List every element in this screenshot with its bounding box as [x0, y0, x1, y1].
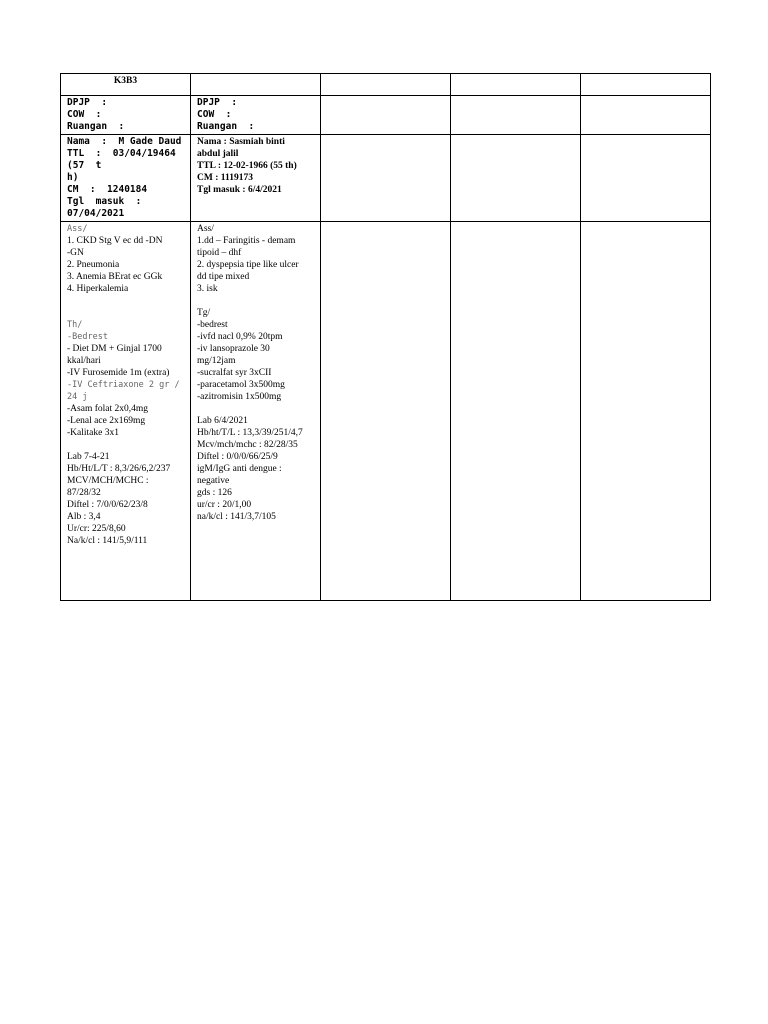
dpjp-row: [61, 96, 711, 135]
assessment-item: 2. dyspepsia tipe like ulcer: [197, 260, 299, 270]
lab-item: gds : 126: [197, 488, 232, 498]
therapy-item: - Diet DM + Ginjal 1700: [67, 344, 162, 354]
patient-cm: CM : 1119173: [197, 173, 253, 183]
spacer: [197, 295, 314, 307]
empty-cell: [451, 96, 581, 135]
empty-cell: [321, 96, 451, 135]
assessment-item: tipoid – dhf: [197, 248, 242, 258]
lab-item: Diftel : 0/0/0/66/25/9: [197, 452, 278, 462]
empty-cell: [321, 74, 451, 96]
assessment-item: 2. Pneumonia: [67, 260, 120, 270]
empty-cell: [581, 74, 711, 96]
assessment-item: -GN: [67, 248, 84, 258]
lab-item: Hb/Ht/L/T : 8,3/26/6,2/237: [67, 464, 171, 474]
patient-admit-date: Tgl masuk : 6/4/2021: [197, 185, 282, 195]
assessment-item: 3. isk: [197, 284, 218, 294]
therapy-item: 24 j: [67, 392, 88, 402]
patient-ttl: TTL : 03/04/19464 (57 t: [67, 148, 188, 171]
lab-item: na/k/cl : 141/3,7/105: [197, 512, 276, 522]
assessment-item: 3. Anemia BErat ec GGk: [67, 272, 163, 282]
empty-cell: [581, 135, 711, 222]
therapy-item: -bedrest: [197, 320, 228, 330]
patient-admit-date: Tgl masuk : 07/04/2021: [67, 196, 153, 219]
therapy-item: -iv lansoprazole 30: [197, 344, 270, 354]
assessment-item: dd tipe mixed: [197, 272, 250, 282]
therapy-item: -ivfd nacl 0,9% 20tpm: [197, 332, 283, 342]
assessment-label: Ass/: [197, 224, 214, 234]
assessment-item: 4. Hiperkalemia: [67, 284, 129, 294]
therapy-item: -Kalitake 3x1: [67, 428, 119, 438]
spacer: [197, 403, 314, 415]
lab-item: Lab 6/4/2021: [197, 416, 248, 426]
notes-row: [61, 222, 711, 601]
notes-cell-1: [61, 222, 191, 601]
assessment-label: Ass/: [67, 224, 88, 234]
empty-cell: [451, 135, 581, 222]
therapy-item: -Bedrest: [67, 332, 108, 342]
patient-name: Nama : M Gade Daud: [67, 136, 182, 147]
patient-cell-2: [191, 135, 321, 222]
therapy-item: kkal/hari: [67, 356, 101, 366]
patient-name: Nama : Sasmiah binti: [197, 137, 285, 147]
lab-item: Lab 7-4-21: [67, 452, 110, 462]
therapy-label: Th/: [67, 320, 83, 330]
patient-cell-1: [61, 135, 191, 222]
empty-cell: [451, 222, 581, 601]
patient-cm: CM : 1240184: [67, 184, 148, 195]
spacer: [67, 295, 184, 319]
patient-ttl-cont: h): [67, 172, 79, 183]
therapy-item: -sucralfat syr 3xCII: [197, 368, 272, 378]
therapy-item: -paracetamol 3x500mg: [197, 380, 285, 390]
lab-item: Na/k/cl : 141/5,9/111: [67, 536, 148, 546]
empty-cell: [321, 222, 451, 601]
title-cell: [61, 74, 191, 96]
lab-item: negative: [197, 476, 230, 486]
empty-cell: [451, 74, 581, 96]
therapy-item: -azitromisin 1x500mg: [197, 392, 282, 402]
therapy-label: Tg/: [197, 308, 211, 318]
title-row: [61, 74, 711, 96]
lab-item: igM/IgG anti dengue :: [197, 464, 282, 474]
dpjp-label: DPJP :: [197, 97, 238, 108]
table-title: K3B3: [113, 76, 138, 86]
patient-ttl: TTL : 12-02-1966 (55 th): [197, 161, 297, 171]
therapy-item: -Lenal ace 2x169mg: [67, 416, 146, 426]
cow-label: COW :: [67, 109, 102, 120]
lab-item: Mcv/mch/mchc : 82/28/35: [197, 440, 298, 450]
patient-name-cont: abdul jalil: [197, 149, 239, 159]
notes-cell-2: [191, 222, 321, 601]
assessment-item: 1. CKD Stg V ec dd -DN: [67, 236, 163, 246]
therapy-item: -IV Furosemide 1m (extra): [67, 368, 170, 378]
therapy-item: -IV Ceftriaxone 2 gr /: [67, 380, 180, 390]
dpjp-cell-1: [61, 96, 191, 135]
empty-cell: [321, 135, 451, 222]
patient-row: [61, 135, 711, 222]
ruangan-label: Ruangan :: [67, 121, 125, 132]
empty-cell: [581, 96, 711, 135]
empty-cell: [191, 74, 321, 96]
therapy-item: -Asam folat 2x0,4mg: [67, 404, 149, 414]
lab-item: Hb/ht/T/L : 13,3/39/251/4,7: [197, 428, 303, 438]
spacer: [67, 439, 184, 451]
cow-label: COW :: [197, 109, 232, 120]
dpjp-label: DPJP :: [67, 97, 108, 108]
assessment-item: 1.dd – Faringitis - demam: [197, 236, 296, 246]
dpjp-cell-2: [191, 96, 321, 135]
lab-item: Diftel : 7/0/0/62/23/8: [67, 500, 148, 510]
lab-item: 87/28/32: [67, 488, 101, 498]
lab-item: Alb : 3,4: [67, 512, 101, 522]
therapy-item: mg/12jam: [197, 356, 236, 366]
empty-cell: [581, 222, 711, 601]
lab-item: Ur/cr: 225/8,60: [67, 524, 126, 534]
ruangan-label: Ruangan :: [197, 121, 255, 132]
lab-item: ur/cr : 20/1,00: [197, 500, 252, 510]
lab-item: MCV/MCH/MCHC :: [67, 476, 149, 486]
patient-table: [60, 73, 711, 601]
